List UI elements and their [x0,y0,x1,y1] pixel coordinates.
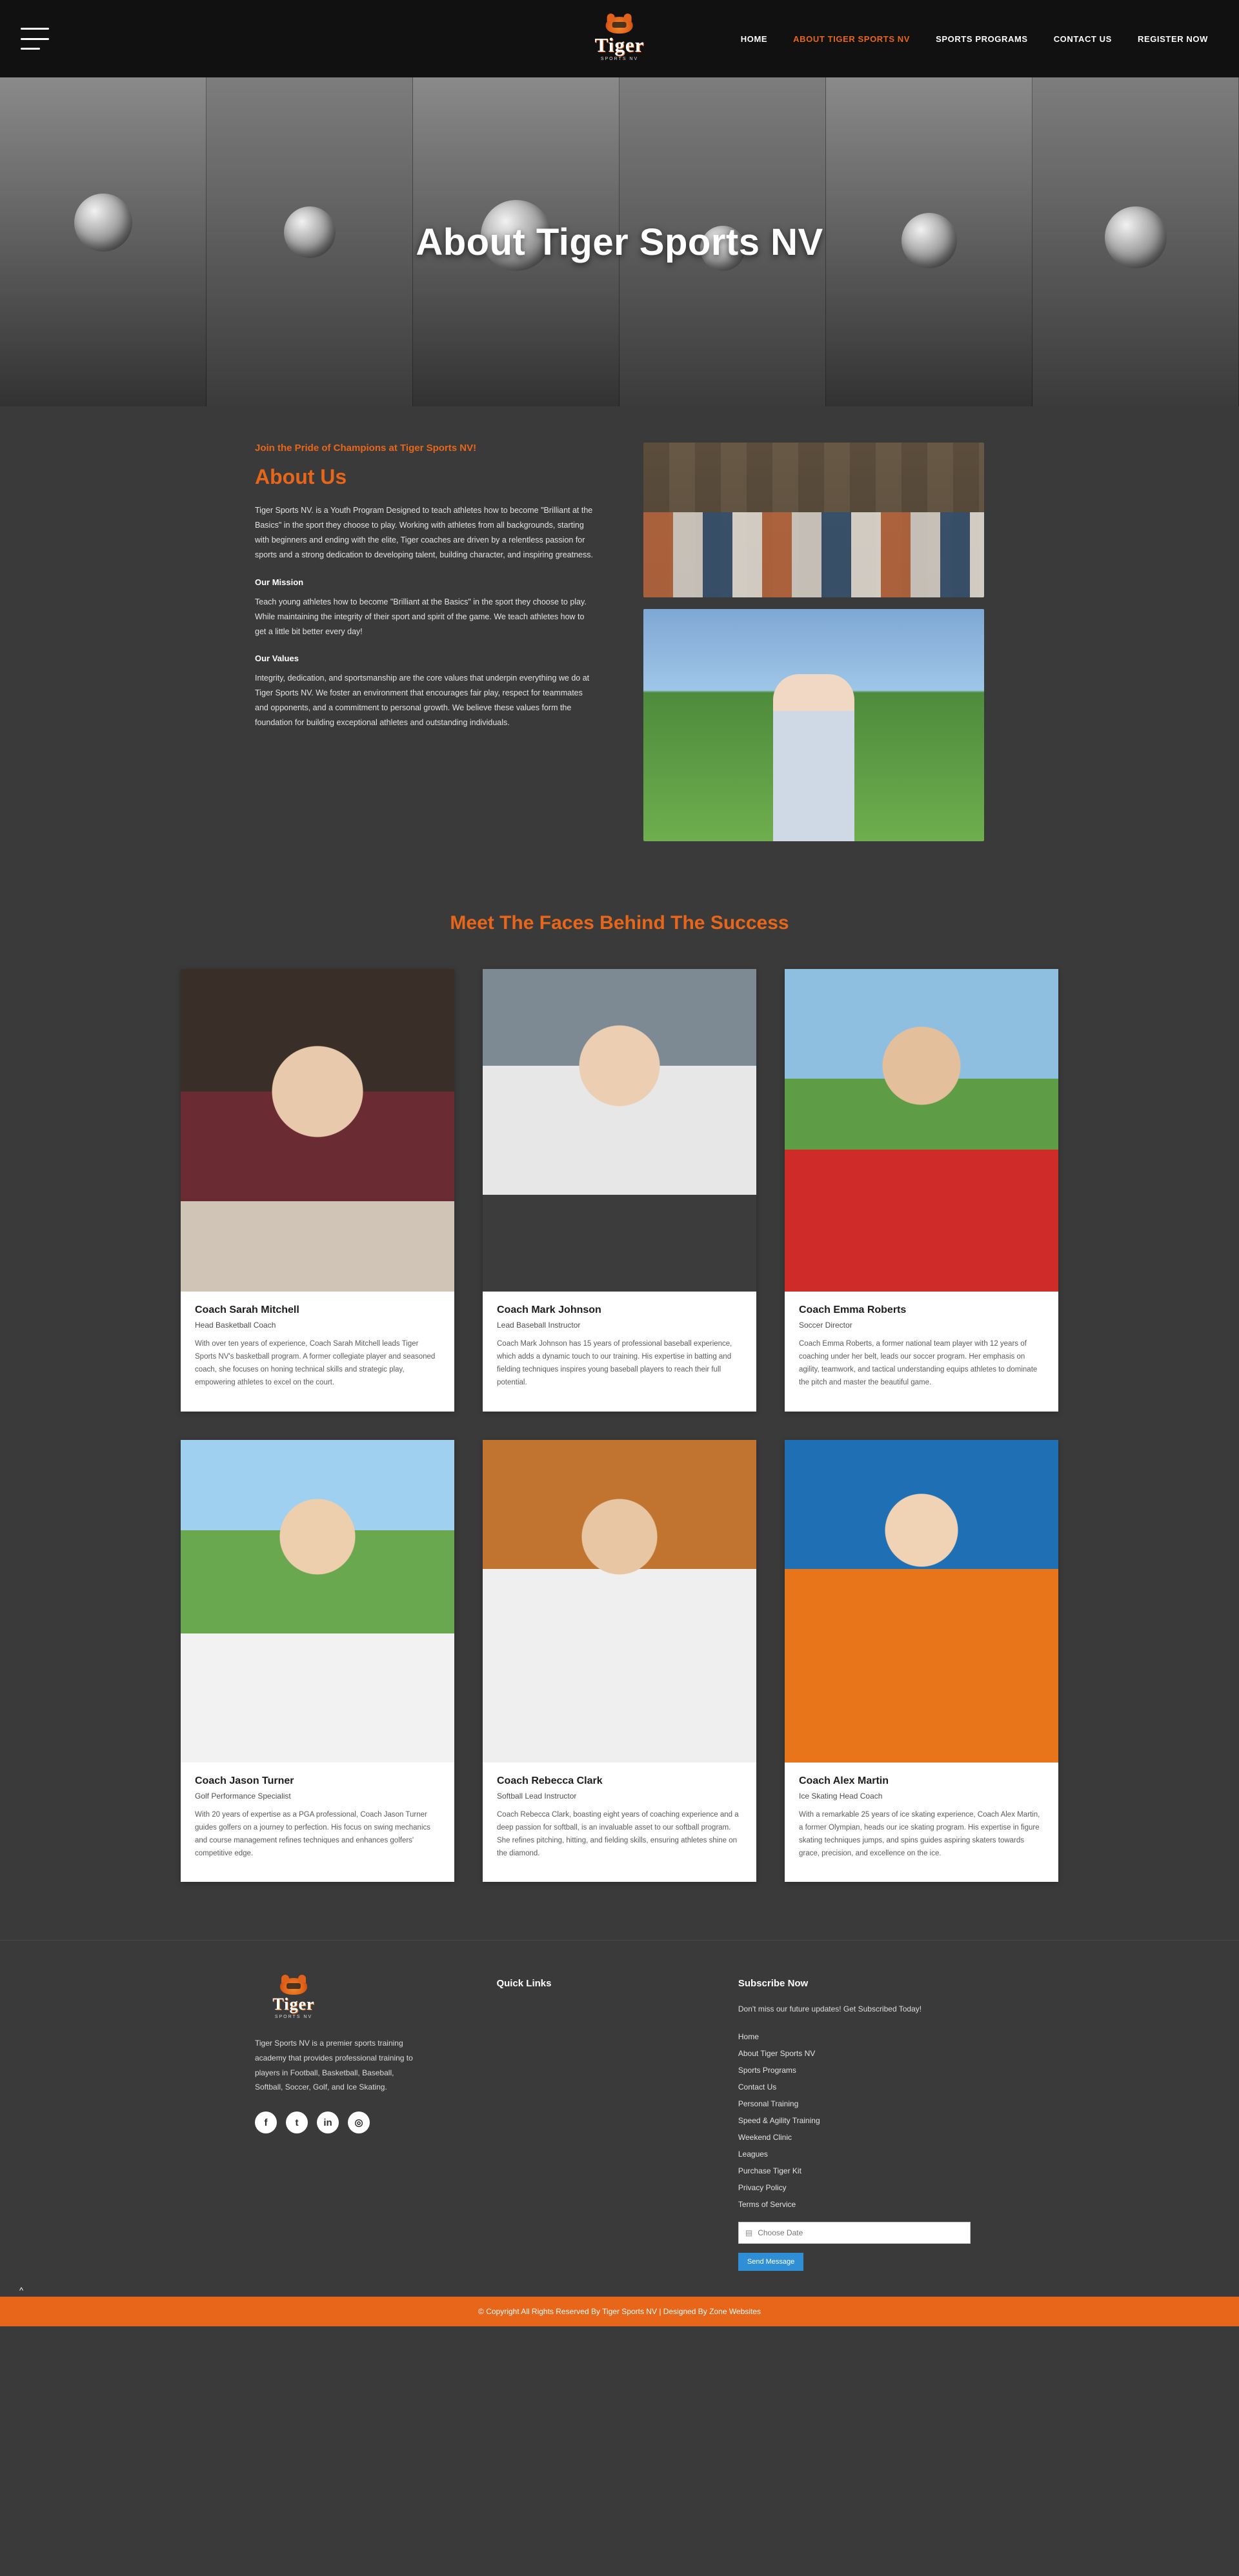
footer-link-sports-programs[interactable]: Sports Programs [738,2065,796,2075]
nav-item-register-now[interactable]: REGISTER NOW [1137,34,1208,44]
team-card[interactable] [181,1440,454,1882]
ball-icon [1105,206,1167,268]
coach-with-tablet-photo [643,609,984,841]
quick-links-heading: Quick Links [496,1978,552,1989]
footer-brand-column [255,1978,458,2271]
coach-role: Lead Baseball Instructor [497,1321,581,1330]
site-footer [0,1940,1239,2297]
coach-description: Coach Emma Roberts, a former national team player with 12 years of coaching under her belt, leads our soccer program. Her emphasis on agility, teamwork, and tactical understanding equips athletes to dominate the pitch and master the beautiful game. [799,1340,1038,1387]
ball-icon [902,213,957,268]
site-logo[interactable] [595,17,645,61]
nav-item-home[interactable]: HOME [740,34,768,44]
linkedin-icon[interactable]: in [317,2112,339,2133]
hamburger-icon[interactable] [21,28,49,50]
footer-link-purchase-tiger-kit[interactable]: Purchase Tiger Kit [738,2166,801,2175]
coach-description: With 20 years of expertise as a PGA professional, Coach Jason Turner guides golfers on a journey to perfection. His focus on swing mechanics and course management refines techniques and enhances golfers' competitive edge. [195,1810,431,1857]
footer-link-personal-training[interactable]: Personal Training [738,2099,799,2108]
footer-link-home[interactable]: Home [738,2032,759,2041]
about-section [0,406,1239,886]
football-icon [284,206,336,258]
team-grid [181,969,1058,1882]
calendar-icon: ▤ [745,2228,753,2237]
chevron-up-icon[interactable]: ^ [19,2286,24,2296]
tiger-head-icon [606,17,633,34]
team-section [0,886,1239,1940]
date-input[interactable] [758,2228,963,2237]
footer-about-text: Tiger Sports NV is a premier sports training academy that provides professional training to players in Football, Basketball, Baseball, Softball, Soccer, Golf, and Ice Skating. [255,2039,413,2092]
footer-link-privacy-policy[interactable]: Privacy Policy [738,2182,787,2192]
logo-subtitle: SPORTS NV [600,56,639,61]
hero-figure [826,77,1032,406]
footer-link-about[interactable]: About Tiger Sports NV [738,2048,816,2058]
footer-link-speed-agility[interactable]: Speed & Agility Training [738,2115,820,2125]
facebook-icon[interactable]: f [255,2112,277,2133]
hero-banner [0,77,1239,406]
mission-heading: Our Mission [255,577,304,587]
twitter-icon[interactable]: t [286,2112,308,2133]
values-text: Integrity, dedication, and sportsmanship are the core values that underpin everything we do at Tiger Sports NV. We foster an environment that encourages fair play, respect for teammates and opponents, and a commitment to personal growth. We believe these values form the foundation for building exceptional athletes and outstanding individuals. [255,673,590,728]
about-paragraph: Tiger Sports NV. is a Youth Program Designed to teach athletes how to become "Brilliant at the Basics" in the sport they choose to play. Working with athletes from all backgrounds, starting with beginners and ending with the elite, Tiger coaches are driven by a relentless passion for sports and a strong dedication to developing talent, building character, and inspiring greatness. [255,506,593,560]
tiger-stripe [612,22,627,28]
copyright-bar [0,2286,1239,2326]
coach-role: Soccer Director [799,1321,852,1330]
team-card[interactable] [785,969,1058,1412]
hamburger-bar [21,28,49,30]
tiger-head-icon [280,1978,307,1995]
footer-link-weekend-clinic[interactable]: Weekend Clinic [738,2132,792,2142]
footer-subscribe-column [738,1978,984,2271]
page-title: About Tiger Sports NV [416,221,823,263]
team-meeting-photo [643,443,984,597]
date-picker-field[interactable] [738,2222,971,2244]
coach-name: Coach Jason Turner [195,1775,294,1786]
team-card[interactable] [181,969,454,1412]
values-heading: Our Values [255,653,299,663]
coach-description: With over ten years of experience, Coach Sarah Mitchell leads Tiger Sports NV's basketball program. A former collegiate player and seasoned coach, she focuses on honing technical skills and strategic play, empowering athletes to excel on the court. [195,1340,436,1387]
coach-description: With a remarkable 25 years of ice skating experience, Coach Alex Martin, a former Olympian, heads our ice skating program. His expertise in figure skating techniques jumps, and spins guides aspiring skaters towards grace, precision, and excellence on the ice. [799,1810,1040,1857]
coach-description: Coach Rebecca Clark, boasting eight years of coaching experience and a deep passion for softball, is an invaluable asset to our softball program. She refines pitching, hitting, and fielding skills, ensuring athletes shine on the diamond. [497,1810,739,1857]
tiger-stripe [287,1983,301,1989]
coach-photo [483,1440,756,1762]
mission-text: Teach young athletes how to become "Brilliant at the Basics" in the sport they choose to play. While maintaining the integrity of their sport and spirit of the game. We teach athletes how to get a little bit better every day! [255,597,587,636]
footer-quicklinks-column [496,1978,699,2271]
coach-name: Coach Emma Roberts [799,1304,907,1315]
coach-photo [181,1440,454,1762]
social-links [255,2112,458,2133]
subscribe-heading: Subscribe Now [738,1978,809,1989]
coach-description: Coach Mark Johnson has 15 years of professional baseball experience, which adds a dynamic touch to our training. His expertise in batting and fielding techniques inspires young baseball players to reach their full potential. [497,1340,732,1387]
coach-role: Softball Lead Instructor [497,1791,577,1801]
hamburger-bar [21,48,40,50]
team-card[interactable] [483,1440,756,1882]
footer-logo-subtitle: SPORTS NV [274,2015,313,2019]
about-text-column [255,443,596,841]
footer-link-contact-us[interactable]: Contact Us [738,2082,777,2092]
hero-figure [206,77,413,406]
about-kicker: Join the Pride of Champions at Tiger Sports NV! [255,443,477,454]
copyright-text: © Copyright All Rights Reserved By Tiger Sports NV | Designed By Zone Websites [478,2306,761,2316]
coach-name: Coach Sarah Mitchell [195,1304,299,1315]
hero-figure [0,77,206,406]
footer-link-terms-of-service[interactable]: Terms of Service [738,2199,796,2209]
coach-photo [483,969,756,1292]
team-card[interactable] [785,1440,1058,1882]
coach-photo [785,1440,1058,1762]
coach-name: Coach Rebecca Clark [497,1775,603,1786]
coach-name: Coach Alex Martin [799,1775,889,1786]
about-image-column [643,443,984,841]
site-header [0,0,1239,77]
logo-title: Tiger [594,33,645,56]
about-heading: About Us [255,465,347,488]
coach-role: Head Basketball Coach [195,1321,276,1330]
coach-name: Coach Mark Johnson [497,1304,601,1315]
send-message-button[interactable]: Send Message [738,2253,803,2271]
footer-logo[interactable] [255,1978,332,2019]
team-section-title: Meet The Faces Behind The Success [450,912,789,934]
footer-logo-title: Tiger [272,1995,315,2013]
nav-item-contact-us[interactable]: CONTACT US [1053,34,1112,44]
coach-photo [181,969,454,1292]
coach-photo [785,969,1058,1292]
instagram-icon[interactable]: ◎ [348,2112,370,2133]
nav-item-about[interactable]: ABOUT TIGER SPORTS NV [793,34,911,44]
coach-role: Ice Skating Head Coach [799,1791,883,1801]
hero-figure [1032,77,1239,406]
subscribe-text: Don't miss our future updates! Get Subscribed Today! [738,2004,922,2013]
nav-item-sports-programs[interactable]: SPORTS PROGRAMS [936,34,1028,44]
basketball-icon [74,194,132,252]
hamburger-bar [21,38,49,40]
main-nav [741,34,1208,44]
team-card[interactable] [483,969,756,1412]
footer-link-leagues[interactable]: Leagues [738,2149,768,2159]
coach-role: Golf Performance Specialist [195,1791,291,1801]
